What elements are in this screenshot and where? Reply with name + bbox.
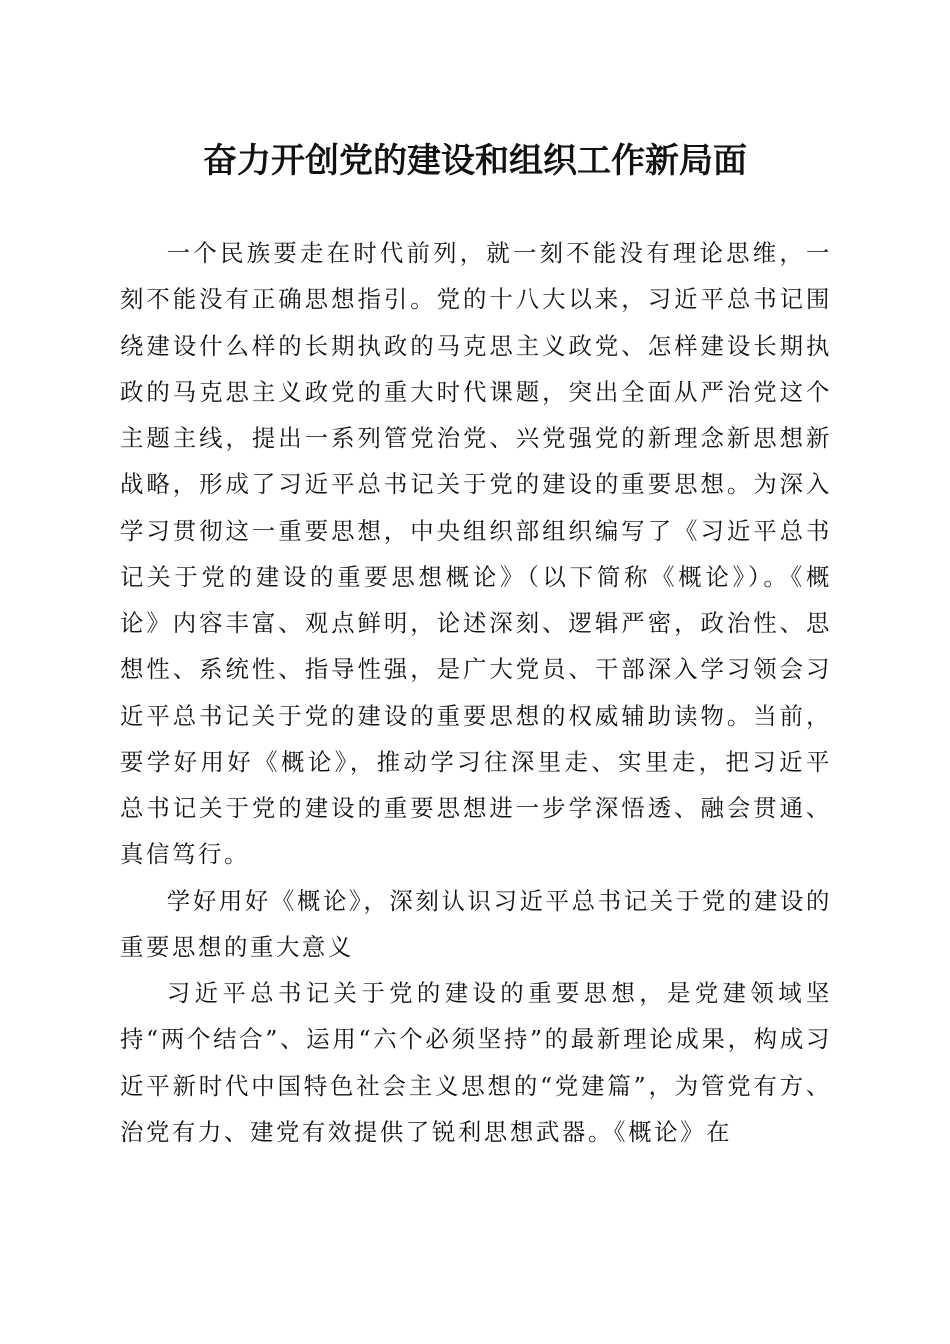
paragraph-intro: 一个民族要走在时代前列，就一刻不能没有理论思维，一刻不能没有正确思想指引。党的十八大以来，习近平总书记围绕建设什么样的长期执政的马克思主义政党、怎样建设长期执政的马克思主义政党的重大时代课题，突出全面从严治党这个主题主线，提出一系列管党治党、兴党强党的新理念新思想新战略，形成了习近平总书记关于党的建设的重要思想。为深入学习贯彻这一重要思想，中央组织部组织编写了《习近平总书记关于党的建设的重要思想概论》（以下简称《概论》）。《概论》内容丰富、观点鲜明，论述深刻、逻辑严密，政治性、思想性、系统性、指导性强，是广大党员、干部深入学习领会习近平总书记关于党的建设的重要思想的权威辅助读物。当前，要学好用好《概论》，推动学习往深里走、实里走，把习近平总书记关于党的建设的重要思想进一步学深悟透、融会贯通、真信笃行。 — [120, 239, 832, 869]
document-body — [120, 230, 832, 1155]
paragraph-section-heading: 学好用好《概论》，深刻认识习近平总书记关于党的建设的重要思想的重大意义 — [120, 886, 832, 961]
document-title: 奋力开创党的建设和组织工作新局面 — [203, 141, 747, 181]
paragraph-theory: 习近平总书记关于党的建设的重要思想，是党建领域坚持“两个结合”、运用“六个必须坚持”的最新理论成果，构成习近平新时代中国特色社会主义思想的“党建篇”，为管党有方、治党有力、建党有效提供了锐利思想武器。《概论》在 — [120, 979, 832, 1146]
